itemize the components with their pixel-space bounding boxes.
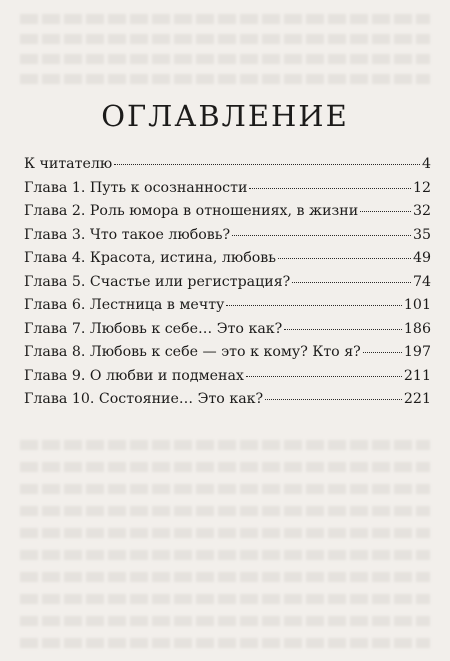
dot-leader — [292, 282, 411, 283]
toc-entry-page-number: 4 — [421, 156, 431, 172]
dot-leader — [246, 376, 402, 377]
bleed-through-line — [20, 462, 430, 472]
dot-leader — [360, 211, 411, 212]
toc-entry-page-number: 221 — [403, 391, 431, 407]
toc-entry — [24, 344, 431, 368]
toc-entry-title: Глава 8. Любовь к себе — это к кому? Кто я? — [24, 344, 361, 360]
toc-entry — [24, 368, 431, 392]
toc-entry — [24, 321, 431, 345]
bleed-through-line — [20, 528, 430, 538]
bleed-through-line — [20, 34, 430, 44]
dot-leader — [278, 258, 411, 259]
page-title: ОГЛАВЛЕНИЕ — [101, 99, 349, 133]
bleed-through-line — [20, 14, 430, 24]
toc-entry-title: Глава 1. Путь к осознанности — [24, 179, 248, 196]
toc-entry — [24, 250, 431, 274]
table-of-contents — [24, 156, 431, 415]
dot-leader — [249, 188, 411, 189]
toc-entry — [24, 274, 431, 298]
bleed-through-line — [20, 440, 430, 450]
dot-leader — [265, 399, 402, 400]
toc-entry-title: Глава 9. О любви и подменах — [24, 367, 244, 384]
toc-entry-page-number: 35 — [412, 226, 431, 243]
toc-entry-page-number: 101 — [403, 297, 431, 313]
toc-entry — [24, 156, 431, 180]
toc-entry-page-number: 186 — [403, 320, 431, 337]
dot-leader — [232, 235, 411, 236]
toc-entry — [24, 297, 431, 321]
toc-entry-title: Глава 3. Что такое любовь? — [24, 226, 231, 243]
toc-entry-page-number: 12 — [412, 179, 431, 196]
toc-entry-title: Глава 10. Состояние… Это как? — [24, 391, 264, 407]
toc-entry-title: Глава 5. Счастье или регистрация? — [24, 273, 291, 290]
bleed-through-line — [20, 638, 430, 648]
toc-entry — [24, 391, 431, 415]
toc-entry-title: Глава 2. Роль юмора в отношениях, в жизни — [24, 203, 359, 219]
toc-entry-page-number: 74 — [412, 273, 431, 290]
bleed-through-line — [20, 54, 430, 64]
bleed-through-line — [20, 74, 430, 84]
toc-entry-page-number: 32 — [412, 203, 431, 219]
toc-entry — [24, 180, 431, 204]
dot-leader — [226, 305, 402, 306]
bleed-through-line — [20, 594, 430, 604]
toc-entry-page-number: 49 — [412, 250, 431, 266]
toc-entry — [24, 203, 431, 227]
toc-entry-page-number: 211 — [403, 367, 431, 384]
toc-entry — [24, 227, 431, 251]
bleed-through-line — [20, 484, 430, 494]
bleed-through-line — [20, 572, 430, 582]
dot-leader — [114, 164, 420, 165]
toc-entry-title: К читателю — [24, 156, 113, 172]
dot-leader — [284, 329, 402, 330]
toc-entry-title: Глава 7. Любовь к себе… Это как? — [24, 320, 283, 337]
bleed-through-line — [20, 616, 430, 626]
bleed-through-line — [20, 506, 430, 516]
toc-entry-title: Глава 4. Красота, истина, любовь — [24, 250, 277, 266]
toc-entry-title: Глава 6. Лестница в мечту — [24, 297, 225, 313]
toc-entry-page-number: 197 — [403, 344, 431, 360]
dot-leader — [363, 352, 402, 353]
bleed-through-line — [20, 550, 430, 560]
